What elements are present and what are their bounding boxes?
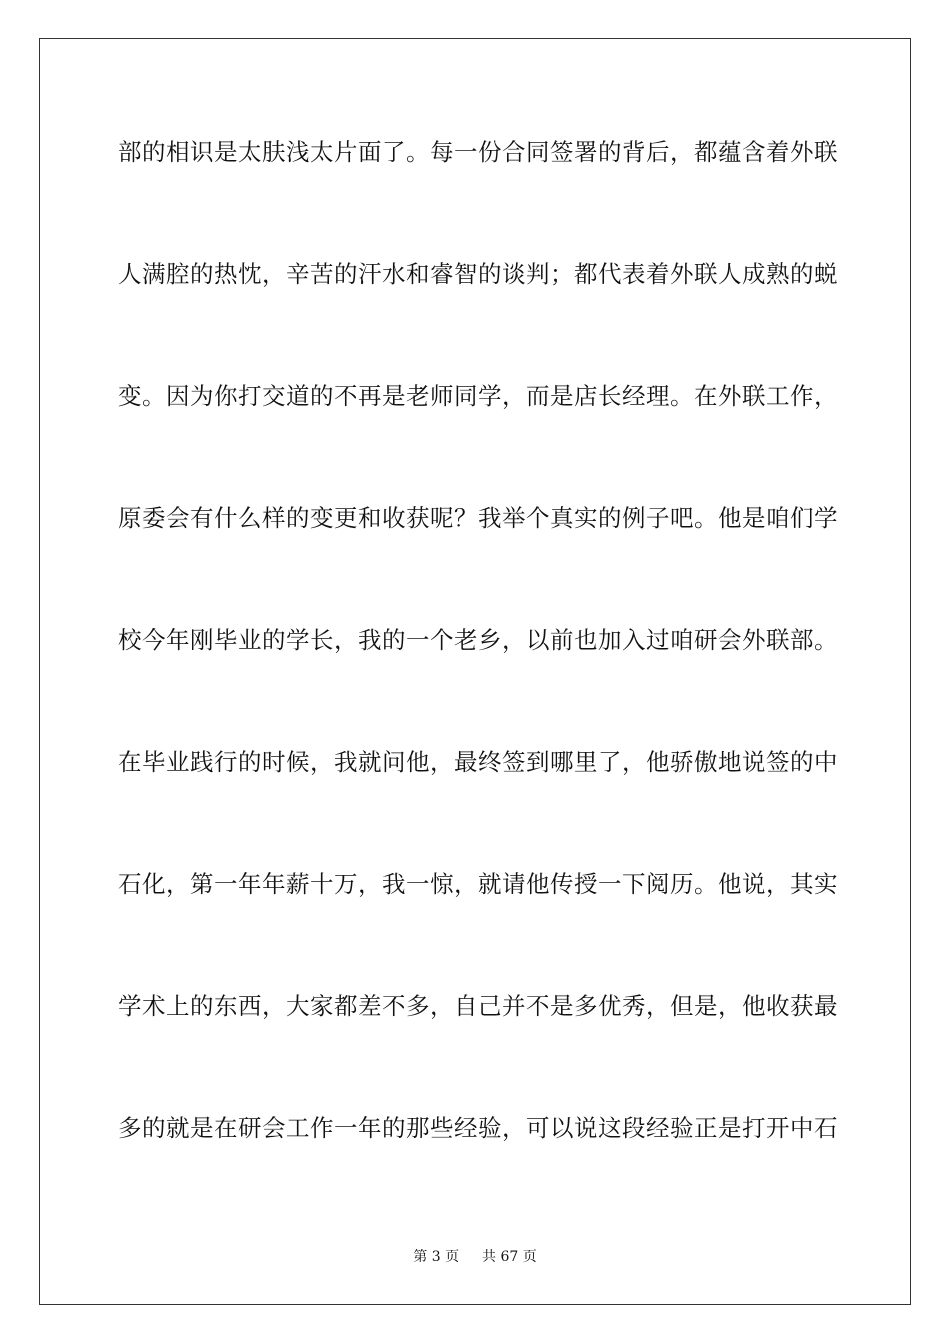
text-line: 多的就是在研会工作一年的那些经验，可以说这段经验正是打开中石 xyxy=(118,1114,838,1142)
document-body xyxy=(118,131,838,1229)
text-line: 变。因为你打交道的不再是老师同学，而是店长经理。在外联工作， xyxy=(118,382,838,410)
text-line: 原委会有什么样的变更和收获呢？我举个真实的例子吧。他是咱们学 xyxy=(118,504,838,532)
text-line: 人满腔的热忱，辛苦的汗水和睿智的谈判；都代表着外联人成熟的蜕 xyxy=(118,260,838,288)
page-total: 共 67 页 xyxy=(482,1249,537,1265)
text-line: 在毕业践行的时候，我就问他，最终签到哪里了，他骄傲地说签的中 xyxy=(118,748,838,776)
text-line: 部的相识是太肤浅太片面了。每一份合同签署的背后，都蕴含着外联 xyxy=(118,138,838,166)
text-line: 学术上的东西，大家都差不多，自己并不是多优秀，但是，他收获最 xyxy=(118,992,838,1020)
text-line: 校今年刚毕业的学长，我的一个老乡，以前也加入过咱研会外联部。 xyxy=(118,626,838,654)
text-line: 石化，第一年年薪十万，我一惊，就请他传授一下阅历。他说，其实 xyxy=(118,870,838,898)
page-footer xyxy=(0,1246,950,1266)
page-number: 第 3 页 xyxy=(413,1249,460,1265)
